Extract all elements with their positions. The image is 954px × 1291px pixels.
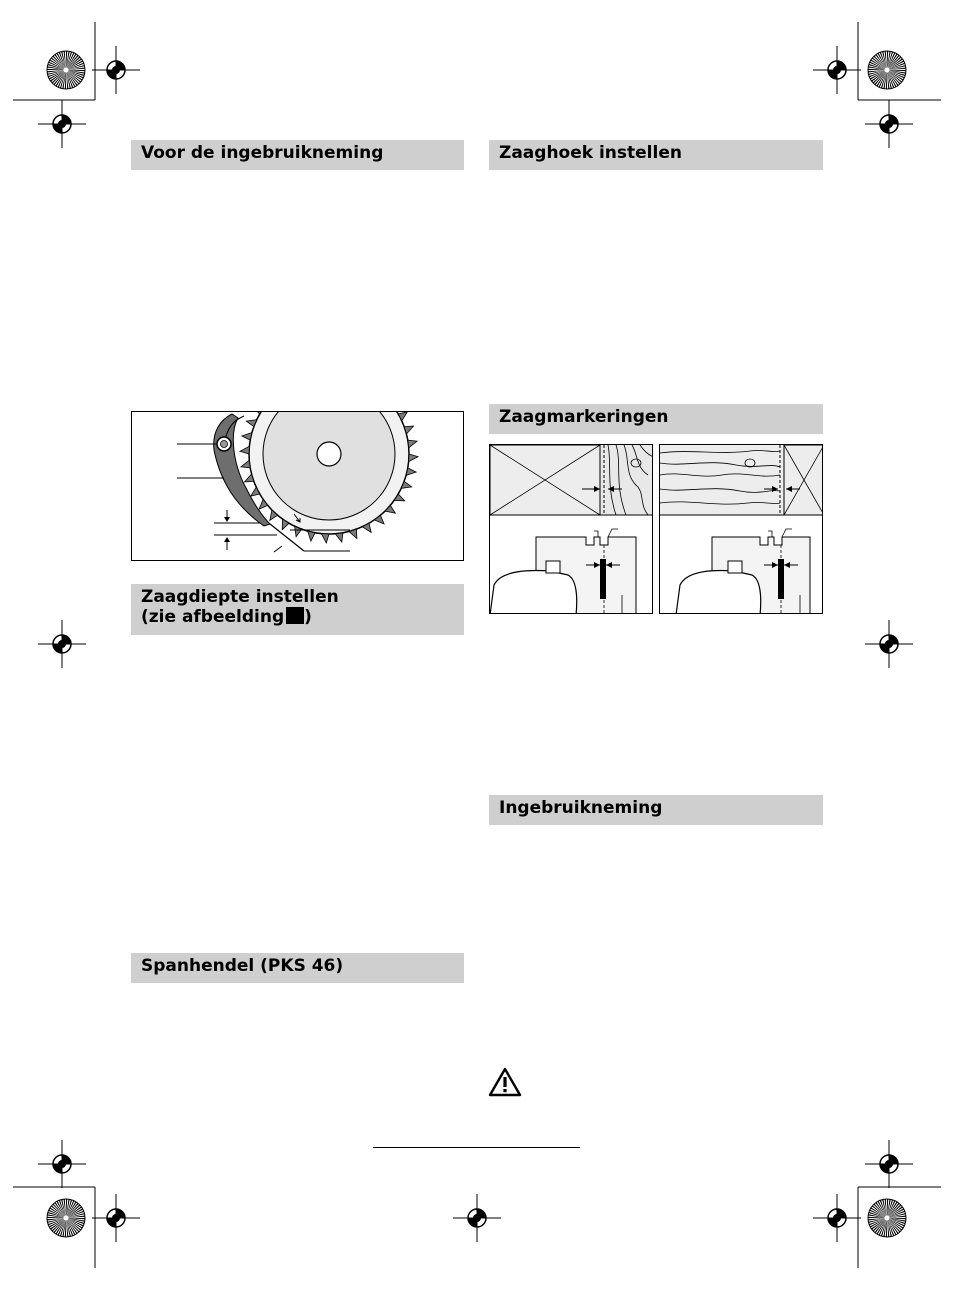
registration-mark-icon [92, 46, 140, 94]
section-title: Voor de ingebruikneming [141, 143, 384, 163]
registration-mark-icon [38, 620, 86, 668]
radial-starburst-icon [47, 1199, 85, 1237]
registration-mark-icon [865, 620, 913, 668]
radial-starburst-icon [868, 1199, 906, 1237]
section-title: Zaagmarkeringen [499, 407, 669, 427]
section-title: Spanhendel (PKS 46) [141, 956, 344, 976]
registration-mark-icon [38, 1140, 86, 1188]
registration-mark-icon [865, 1140, 913, 1188]
crop-lines [13, 22, 941, 1268]
section-title-ref: (zie afbeelding [141, 607, 285, 627]
registration-mark-icon [92, 1194, 140, 1242]
radial-starburst-icon [868, 51, 906, 89]
section-title: Zaaghoek instellen [499, 143, 682, 163]
section-title: Ingebruikneming [499, 798, 663, 818]
registration-mark-icon [813, 46, 861, 94]
registration-mark-icon [453, 1194, 501, 1242]
registration-mark-icon [865, 100, 913, 148]
section-title-line1: Zaagdiepte instellen [141, 587, 339, 607]
registration-mark-icon [38, 100, 86, 148]
registration-mark-icon [813, 1194, 861, 1242]
section-title-close: ) [304, 607, 312, 627]
radial-starburst-icon [47, 51, 85, 89]
